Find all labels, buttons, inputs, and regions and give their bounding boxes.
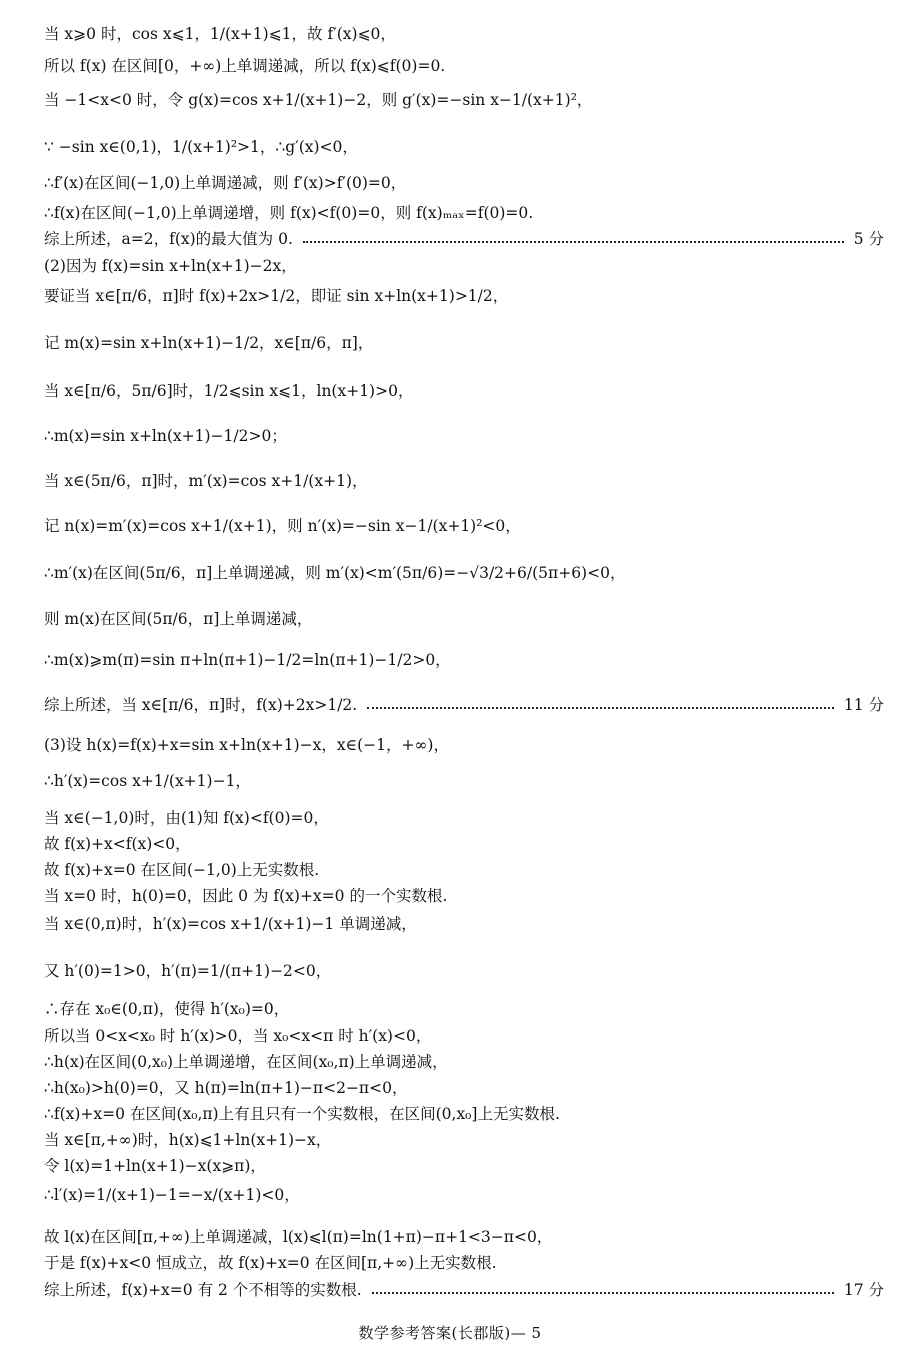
solution-line-text: ∴m(x)=sin x+ln(x+1)−1/2>0； (44, 427, 287, 445)
solution-line (44, 1252, 884, 1274)
solution-line-text: (2)因为 f(x)=sin x+ln(x+1)−2x， (44, 257, 297, 275)
solution-line-text: 记 m(x)=sin x+ln(x+1)−1/2，x∈[π/6，π]， (44, 334, 374, 352)
solution-line-text: 当 x∈(5π/6，π]时，m′(x)=cos x+1/(x+1)， (44, 472, 368, 490)
solution-line-text: 当 −1<x<0 时，令 g(x)=cos x+1/(x+1)−2，则 g′(x)=−sin x−1/(x+1)²， (44, 91, 593, 109)
solution-line (44, 332, 884, 354)
solution-line (44, 885, 884, 907)
solution-line (44, 425, 884, 447)
solution-line (44, 55, 884, 77)
solution-line (44, 202, 884, 224)
solution-line (44, 770, 884, 792)
solution-line (44, 608, 884, 630)
score-marker: 5 分 (853, 230, 884, 248)
solution-line-text: (3)设 h(x)=f(x)+x=sin x+ln(x+1)−x，x∈(−1，+∞)， (44, 736, 449, 754)
solution-line-text: ∴m′(x)在区间(5π/6，π]上单调递减，则 m′(x)<m′(5π/6)=−√3/2+6/(5π+6)<0， (44, 564, 626, 582)
solution-line-text: 所以当 0<x<x₀ 时 h′(x)>0，当 x₀<x<π 时 h′(x)<0， (44, 1027, 432, 1045)
solution-line-text: ∴l′(x)=1/(x+1)−1=−x/(x+1)<0， (44, 1186, 300, 1204)
solution-line-text: 要证当 x∈[π/6，π]时 f(x)+2x>1/2，即证 sin x+ln(x+1)>1/2， (44, 287, 509, 305)
leader-dots (303, 241, 844, 243)
leader-dots (367, 707, 834, 709)
solution-line-text: ∴h(x)在区间(0,x₀)上单调递增，在区间(x₀,π)上单调递减， (44, 1053, 448, 1071)
solution-line (44, 1279, 884, 1301)
solution-line (44, 228, 884, 250)
solution-line (44, 1129, 884, 1151)
solution-line-text: 综上所述，a=2，f(x)的最大值为 0. (44, 230, 293, 248)
solution-line (44, 807, 884, 829)
solution-line-text: ∴m(x)⩾m(π)=sin π+ln(π+1)−1/2=ln(π+1)−1/2>0， (44, 651, 451, 669)
solution-line (44, 285, 884, 307)
solution-line (44, 89, 884, 111)
solution-line (44, 515, 884, 537)
solution-line-text: ∵ −sin x∈(0,1)，1/(x+1)²>1，∴g′(x)<0， (44, 138, 358, 156)
solution-line (44, 136, 884, 158)
solution-line (44, 833, 884, 855)
solution-line (44, 1226, 884, 1248)
solution-line (44, 649, 884, 671)
solution-line (44, 734, 884, 756)
solution-line (44, 694, 884, 716)
solution-line-text: 当 x=0 时，h(0)=0，因此 0 为 f(x)+x=0 的一个实数根. (44, 887, 448, 905)
solution-line-text: 综上所述，当 x∈[π/6，π]时，f(x)+2x>1/2. (44, 696, 358, 714)
solution-line-text: 故 f(x)+x<f(x)<0， (44, 835, 191, 853)
solution-line (44, 562, 884, 584)
solution-line-text: ∴f(x)在区间(−1,0)上单调递增，则 f(x)<f(0)=0，则 f(x)ₘₐₓ=f(0)=0. (44, 204, 534, 222)
solution-line (44, 380, 884, 402)
score-marker: 11 分 (843, 696, 884, 714)
solution-line-text: ∴存在 x₀∈(0,π)，使得 h′(x₀)=0， (44, 1000, 290, 1018)
solution-line-text: 当 x∈(−1,0)时，由(1)知 f(x)<f(0)=0， (44, 809, 329, 827)
solution-line-text: ∴f(x)+x=0 在区间(x₀,π)上有且只有一个实数根，在区间(0,x₀]上无实数根. (44, 1105, 560, 1123)
solution-line (44, 1077, 884, 1099)
solution-line-text: 综上所述，f(x)+x=0 有 2 个不相等的实数根. (44, 1281, 362, 1299)
solution-line-text: 则 m(x)在区间(5π/6，π]上单调递减， (44, 610, 313, 628)
solution-line-text: 故 f(x)+x=0 在区间(−1,0)上无实数根. (44, 861, 320, 879)
solution-line-text: 又 h′(0)=1>0，h′(π)=1/(π+1)−2<0， (44, 962, 332, 980)
solution-line (44, 23, 884, 45)
leader-dots (372, 1292, 834, 1294)
solution-line-text: 于是 f(x)+x<0 恒成立，故 f(x)+x=0 在区间[π,+∞)上无实数根. (44, 1254, 497, 1272)
solution-line (44, 859, 884, 881)
solution-line (44, 470, 884, 492)
solution-line-text: ∴f′(x)在区间(−1,0)上单调递减，则 f′(x)>f′(0)=0， (44, 174, 407, 192)
solution-line-text: 故 l(x)在区间[π,+∞)上单调递减，l(x)⩽l(π)=ln(1+π)−π+1<3−π<0， (44, 1228, 553, 1246)
solution-line (44, 913, 884, 935)
solution-line-text: 记 n(x)=m′(x)=cos x+1/(x+1)，则 n′(x)=−sin x−1/(x+1)²<0， (44, 517, 521, 535)
solution-line-text: 当 x∈[π/6，5π/6]时，1/2⩽sin x⩽1，ln(x+1)>0， (44, 382, 414, 400)
solution-line (44, 1184, 884, 1206)
solution-line-text: ∴h′(x)=cos x+1/(x+1)−1， (44, 772, 251, 790)
solution-line-text: 当 x∈[π,+∞)时，h(x)⩽1+ln(x+1)−x， (44, 1131, 332, 1149)
page-footer: 数学参考答案(长郡版)— 5 (358, 1324, 542, 1342)
solution-line (44, 255, 884, 277)
solution-line-text: ∴h(x₀)>h(0)=0，又 h(π)=ln(π+1)−π<2−π<0， (44, 1079, 408, 1097)
solution-line (44, 1025, 884, 1047)
solution-line (44, 1051, 884, 1073)
score-marker: 17 分 (843, 1281, 884, 1299)
solution-line (44, 1103, 884, 1125)
solution-line (44, 1155, 884, 1177)
solution-line (44, 172, 884, 194)
solution-line-text: 当 x∈(0,π)时，h′(x)=cos x+1/(x+1)−1 单调递减， (44, 915, 417, 933)
solution-line-text: 当 x⩾0 时，cos x⩽1，1/(x+1)⩽1，故 f′(x)⩽0， (44, 25, 396, 43)
solution-line-text: 所以 f(x) 在区间[0，+∞)上单调递减，所以 f(x)⩽f(0)=0. (44, 57, 446, 75)
solution-line-text: 令 l(x)=1+ln(x+1)−x(x⩾π)， (44, 1157, 266, 1175)
solution-line (44, 998, 884, 1020)
solution-line (44, 960, 884, 982)
